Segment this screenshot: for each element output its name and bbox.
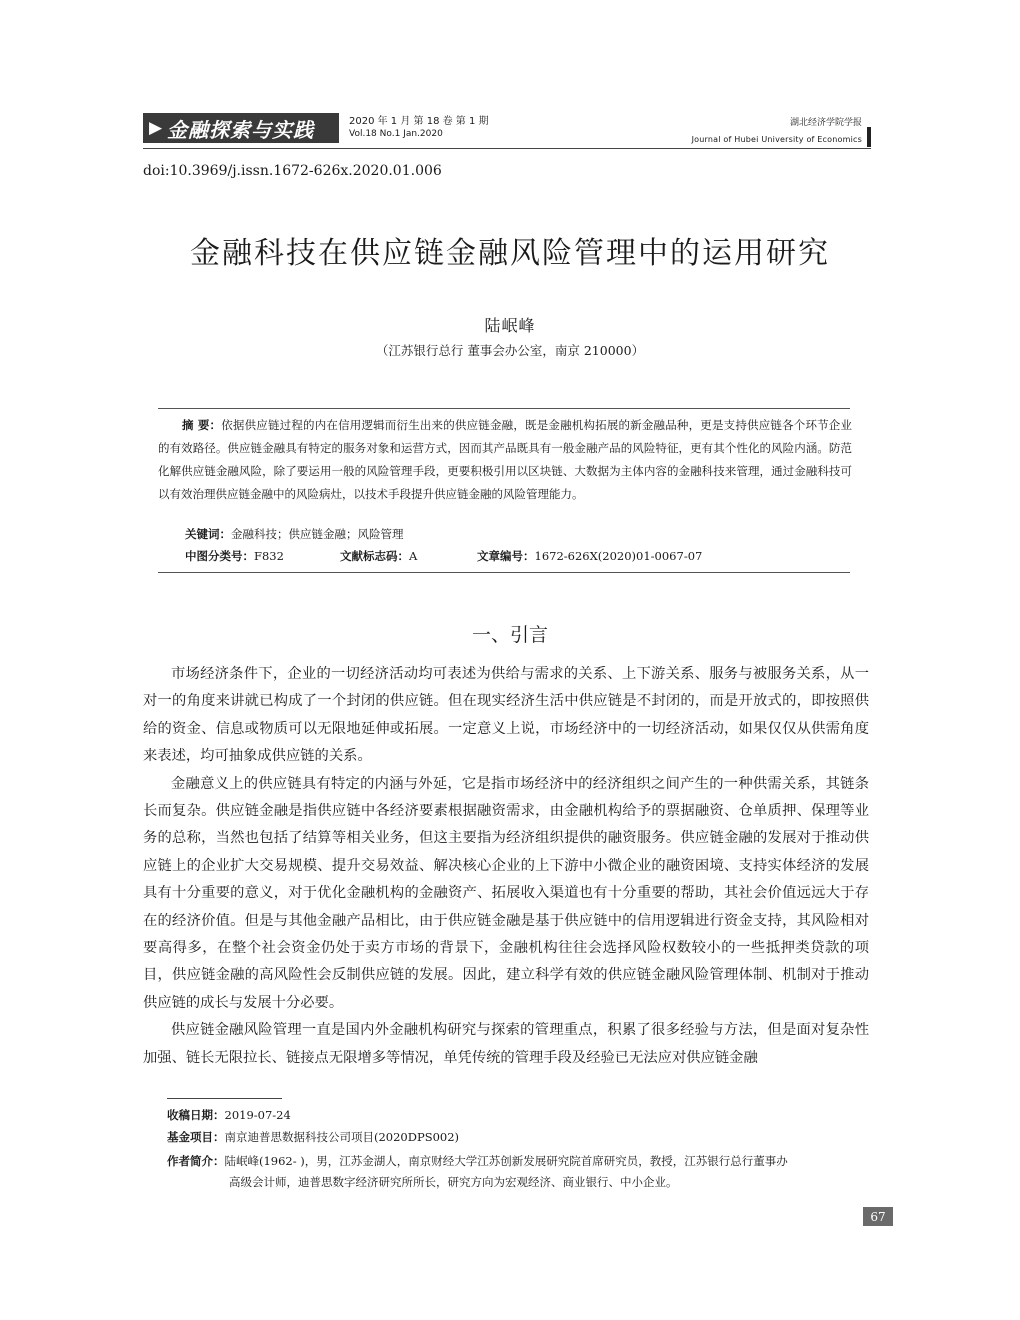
abstract-rule-bottom <box>158 572 850 573</box>
play-triangle-icon: ▶ <box>149 118 164 138</box>
bio-line-2: 高级会计师，迪普思数字经济研究所所长，研究方向为宏观经济、商业银行、中小企业。 <box>229 1175 678 1189</box>
abstract <box>158 414 852 506</box>
clc-code <box>185 548 284 564</box>
journal-name-en: Journal of Hubei University of Economics <box>691 135 862 144</box>
abstract-text: 依据供应链过程的内在信用逻辑而衍生出来的供应链金融，既是金融机构拓展的新金融品种，更是支持供应链各个环节企业的有效路径。供应链金融具有特定的服务对象和运营方式，因而其产品既具有一般金融产品的风险特征，更有其个性化的风险内涵。防范化解供应链金融风险，除了要运用一般的风险管理手段，更要积极引用以区块链、大数据为主体内容的金融科技来管理，通过金融科技可以有效治理供应链金融中的风险病灶，以技术手段提升供应链金融的风险管理能力。 <box>158 418 852 501</box>
section-heading: 一、引言 <box>471 624 548 646</box>
clc-value: F832 <box>254 549 284 563</box>
footnote-received <box>167 1107 291 1123</box>
doc-label: 文献标志码： <box>340 549 409 563</box>
paragraph: 市场经济条件下，企业的一切经济活动均可表述为供给与需求的关系、上下游关系、服务与被服务关系，从一对一的角度来讲就已构成了一个封闭的供应链。但在现实经济生活中供应链是不封闭的，而是开放式的，即按照供给的资金、信息或物质可以无限地延伸或拓展。一定意义上说，市场经济中的一切经济活动，如果仅仅从供需角度来表述，均可抽象成供应链的关系。 <box>143 666 869 765</box>
received-label: 收稿日期： <box>167 1108 225 1122</box>
keywords-label: 关键词： <box>185 527 231 541</box>
bio-label: 作者简介： <box>167 1154 225 1168</box>
footnote-author-bio <box>167 1151 870 1193</box>
article-value: 1672-626X(2020)01-0067-07 <box>534 549 703 563</box>
doi: doi:10.3969/j.issn.1672-626x.2020.01.006 <box>143 163 442 179</box>
page-number: 67 <box>863 1207 893 1226</box>
keywords <box>185 526 404 542</box>
paragraph: 供应链金融风险管理一直是国内外金融机构研究与探索的管理重点，积累了很多经验与方法，但是面对复杂性加强、链长无限拉长、链接点无限增多等情况，单凭传统的管理手段及经验已无法应对供应链金融 <box>143 1022 869 1066</box>
header-rule <box>143 148 871 149</box>
paragraph: 金融意义上的供应链具有特定的内涵与外延，它是指市场经济中的经济组织之间产生的一种供需关系，其链条长而复杂。供应链金融是指供应链中各经济要素根据融资需求，由金融机构给予的票据融资、仓单质押、保理等业务的总称，当然也包括了结算等相关业务，但这主要指为经济组织提供的融资服务。供应链金融的发展对于推动供应链上的企业扩大交易规模、提升交易效益、解决核心企业的上下游中小微企业的融资困境、支持实体经济的发展具有十分重要的意义，对于优化金融机构的金融资产、拓展收入渠道也有十分重要的帮助，其社会价值远远大于存在的经济价值。但是与其他金融产品相比，由于供应链金融是基于供应链中的信用逻辑进行资金支持，其风险相对要高得多，在整个社会资金仍处于卖方市场的背景下，金融机构往往会选择风险权数较小的一些抵押类贷款的项目，供应链金融的高风险性会反制供应链的发展。因此，建立科学有效的供应链金融风险管理体制、机制对于推动供应链的成长与发展十分必要。 <box>143 775 869 1011</box>
column-name: 金融探索与实践 <box>167 117 315 142</box>
article-label: 文章编号： <box>477 549 535 563</box>
keywords-text: 金融科技；供应链金融；风险管理 <box>231 527 404 541</box>
issue-info-cn: 2020 年 1 月 第 18 卷 第 1 期 <box>349 116 489 127</box>
doc-code <box>340 548 417 564</box>
footnote-rule <box>167 1098 282 1099</box>
affiliation: （江苏银行总行 董事会办公室，南京 210000） <box>375 343 645 358</box>
abstract-rule-top <box>158 408 850 409</box>
clc-label: 中图分类号： <box>185 549 254 563</box>
author-name: 陆岷峰 <box>484 316 536 335</box>
journal-name-cn: 湖北经济学院学报 <box>789 118 862 128</box>
fund-label: 基金项目： <box>167 1130 225 1144</box>
doc-value: A <box>409 549 418 563</box>
issue-info-en: Vol.18 No.1 Jan.2020 <box>349 129 443 139</box>
fund-value: 南京迪普思数据科技公司项目(2020DPS002) <box>224 1130 460 1144</box>
abstract-label: 摘 要： <box>182 418 222 432</box>
header-bar-mark <box>867 127 871 147</box>
received-value: 2019-07-24 <box>224 1108 291 1122</box>
body-text <box>143 661 869 1072</box>
article-number <box>477 548 702 564</box>
column-badge <box>143 113 339 143</box>
paper-title: 金融科技在供应链金融风险管理中的运用研究 <box>190 236 830 271</box>
bio-line-1: 陆岷峰(1962- )，男，江苏金湖人，南京财经大学江苏创新发展研究院首席研究员，教授，江苏银行总行董事办 <box>224 1154 788 1168</box>
footnote-fund <box>167 1129 459 1145</box>
